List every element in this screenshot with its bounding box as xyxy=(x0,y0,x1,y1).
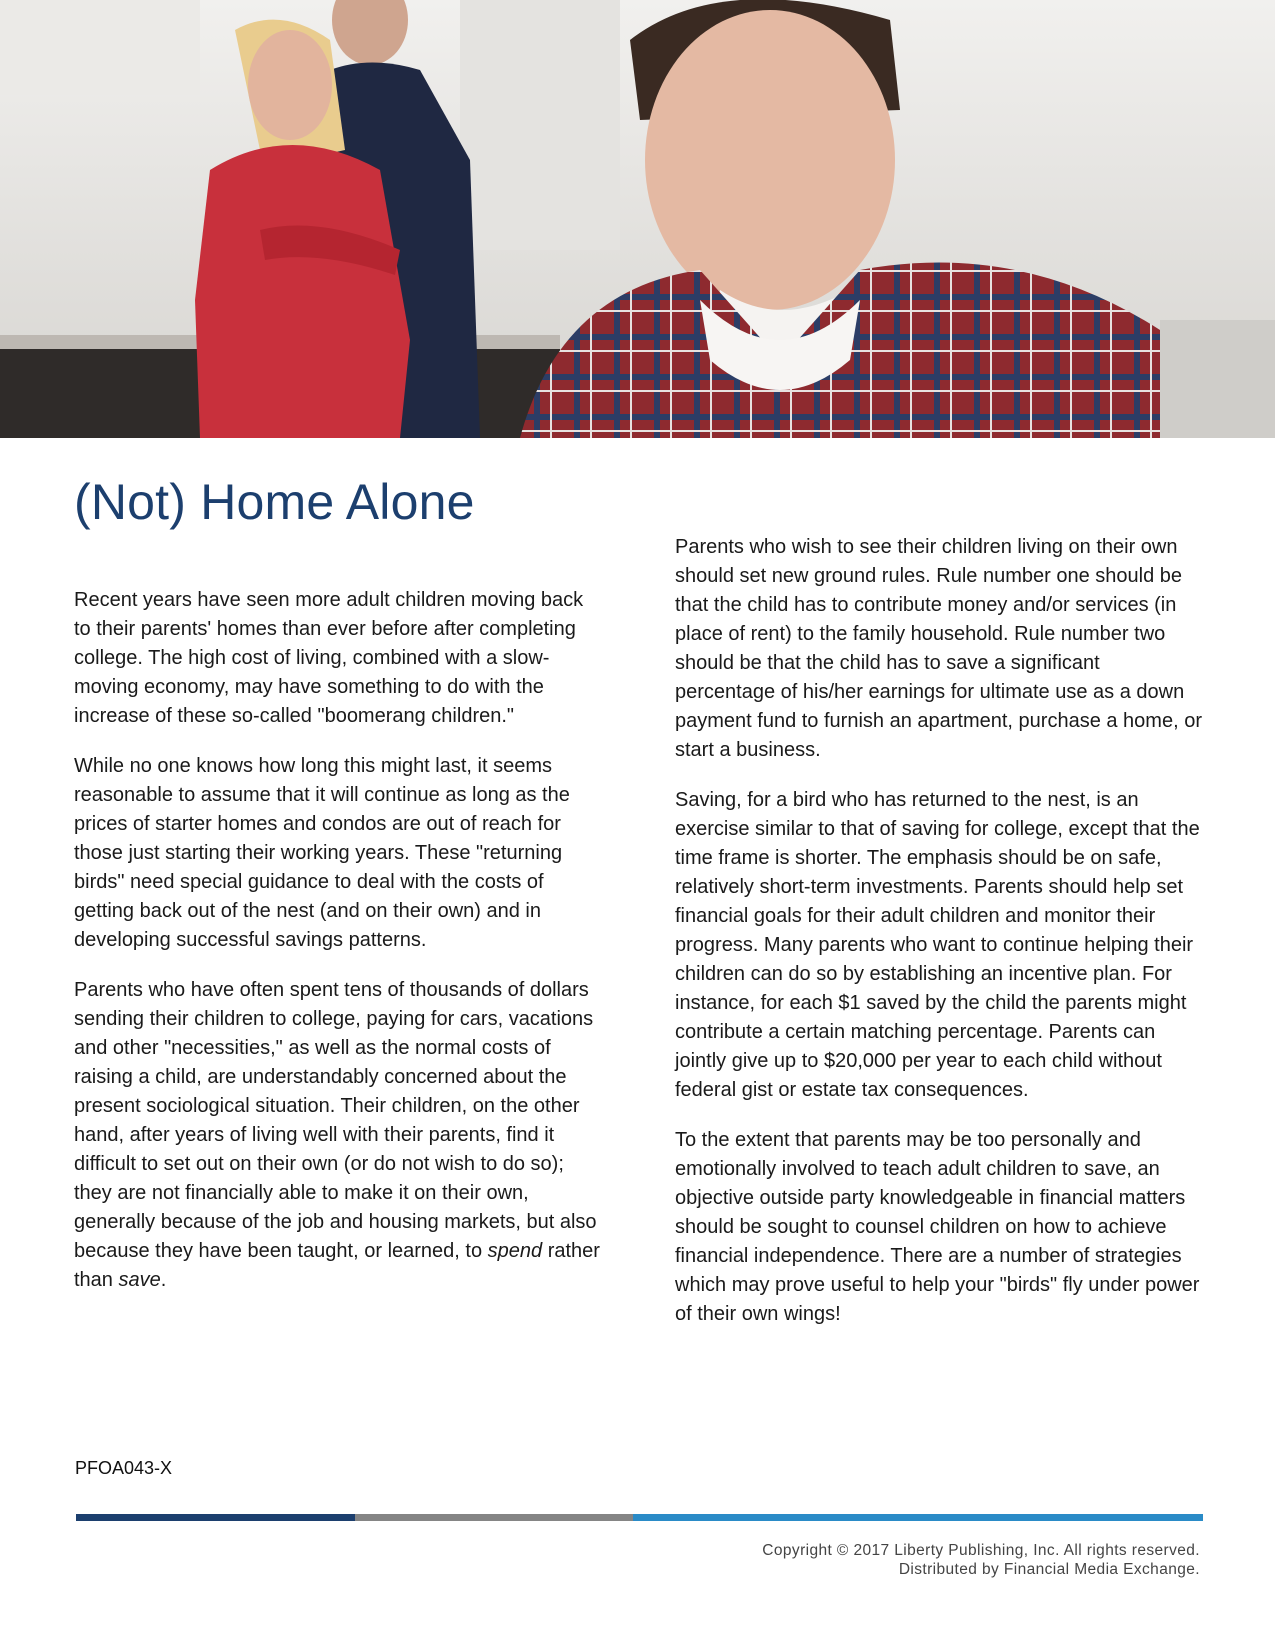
paragraph-text: Parents who have often spent tens of thousands of dollars sending their children to college, paying for cars, vacations and other "necessities," as well as the normal costs of raising a child, are understandably concerned about the present sociological situation. Their children, on the other hand, after years of living well with their parents, find it difficult to set out on their own (or do not wish to do so); they are not financially able to make it on their own, generally because of the job and housing markets, but also because they have been taught, or learned, to xyxy=(74,979,597,1262)
paragraph: To the extent that parents may be too personally and emotionally involved to teach adult children to save, an objective outside party knowledgeable in financial matters should be sought to counsel children on how to achieve financial independence. There are a number of strategies which may prove useful to help your "birds" fly under power of their own wings! xyxy=(675,1129,1200,1325)
article-title: (Not) Home Alone xyxy=(74,474,475,530)
copyright-text: Copyright © 2017 Liberty Publishing, Inc. All rights reserved. xyxy=(762,1542,1200,1559)
hero-photo-illustration xyxy=(0,0,1275,438)
divider-bar-blue xyxy=(633,1514,1203,1521)
divider-bar-navy xyxy=(76,1514,355,1521)
divider-bar-gray xyxy=(355,1514,633,1521)
right-column xyxy=(675,533,1205,1350)
paragraph xyxy=(74,976,604,1295)
paragraph: Parents who wish to see their children living on their own should set new ground rules. Rule number one should be that the child has to contribute money and/or services (in place of rent) to the family household. Rule number two should be that the child has to save a significant percentage of his/her earnings for ultimate use as a down payment fund to furnish an apartment, purchase a home, or start a business. xyxy=(675,536,1202,761)
paragraph: Saving, for a bird who has returned to the nest, is an exercise similar to that of saving for college, except that the time frame is shorter. The emphasis should be on safe, relatively short-term investments. Parents should help set financial goals for their adult children and monitor their progress. Many parents who want to continue helping their children can do so by establishing an incentive plan. For instance, for each $1 saved by the child the parents might contribute a certain matching percentage. Parents can jointly give up to $20,000 per year to each child without federal gist or estate tax consequences. xyxy=(675,789,1200,1101)
hero-photo xyxy=(0,0,1275,438)
left-column xyxy=(74,586,604,1316)
paragraph: While no one knows how long this might last, it seems reasonable to assume that it will continue as long as the prices of starter homes and condos are out of reach for those just starting their working years. These "returning birds" need special guidance to deal with the costs of getting back out of the nest (and on their own) and in developing successful savings patterns. xyxy=(74,755,570,951)
paragraph: Recent years have seen more adult children moving back to their parents' homes than ever before after completing college. The high cost of living, combined with a slow-moving economy, may have something to do with the increase of these so-called "boomerang children." xyxy=(74,589,584,727)
paragraph-text: rather than xyxy=(74,1240,600,1291)
document-code: PFOA043-X xyxy=(75,1458,173,1478)
distributed-text: Distributed by Financial Media Exchange. xyxy=(898,1561,1200,1578)
footer xyxy=(762,1541,1200,1579)
paragraph-text: . xyxy=(160,1269,167,1291)
emphasis-spend: spend xyxy=(487,1240,543,1262)
emphasis-save: save xyxy=(118,1269,161,1291)
